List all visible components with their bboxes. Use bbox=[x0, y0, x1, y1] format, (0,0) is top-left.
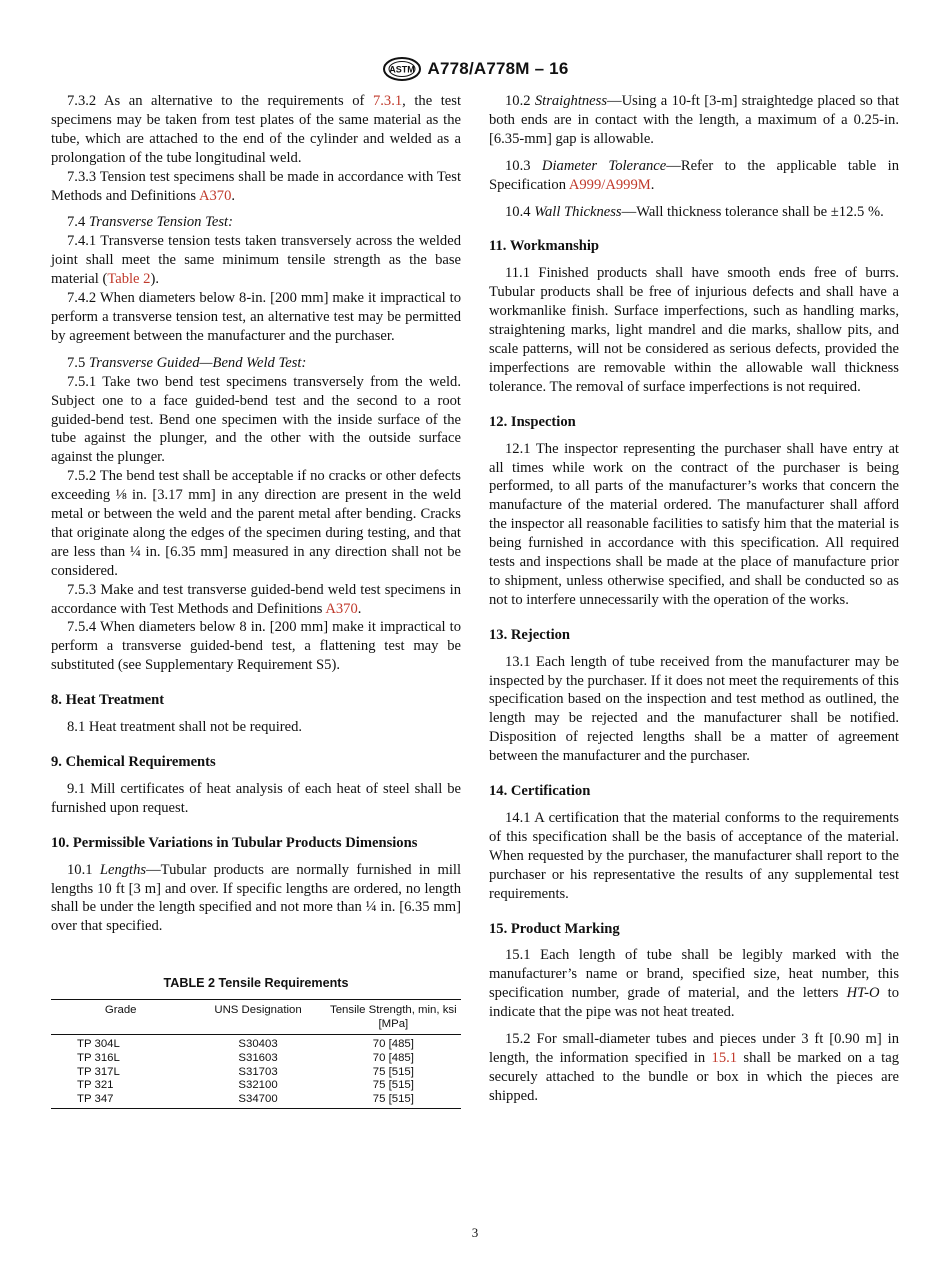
para-10-1: 10.1 Lengths—Tubular products are normally furnished in mill lengths 10 ft [3 m] and over. If specific lengths are ordered, no length shall be under the length specified and not more than ¼ in. [6.35 mm] over that specified. bbox=[51, 861, 461, 935]
para-8-1: 8.1 Heat treatment shall not be required. bbox=[67, 719, 303, 736]
cell-uns: S31603 bbox=[238, 1051, 278, 1064]
para-7-5-3: 7.5.3 Make and test transverse guided-bend weld test specimens in accordance with Test Methods and Definitions A370. bbox=[51, 581, 461, 617]
section-11-heading: 11. Workmanship bbox=[489, 238, 600, 255]
link-15-1[interactable]: 15.1 bbox=[711, 1049, 738, 1066]
para-7-3-3: 7.3.3 Tension test specimens shall be made in accordance with Test Methods and Definitions A370. bbox=[51, 168, 461, 204]
para-10-3: 10.3 Diameter Tolerance—Refer to the applicable table in Specification A999/A999M. bbox=[489, 157, 899, 193]
logo-text: ASTM bbox=[388, 64, 415, 75]
table-row bbox=[51, 1066, 461, 1080]
para-7-4-1: 7.4.1 Transverse tension tests taken transversely across the welded joint shall meet the same minimum tensile strength as the base material (Table 2). bbox=[51, 233, 461, 288]
para-7-4-2: 7.4.2 When diameters below 8-in. [200 mm] make it impractical to perform a transverse tension test, an alternative test may be permitted by agreement between the manufacturer and the purchaser. bbox=[51, 290, 461, 344]
para-7-3-2: 7.3.2 As an alternative to the requirements of 7.3.1, the test specimens may be taken from test plates of the same material as the tube, which are attached to the end of the cylinder and welded as a prolongation of the tube longitudinal weld. bbox=[51, 93, 461, 166]
table-title: TABLE 2 Tensile Requirements bbox=[163, 976, 349, 991]
cell-uns: S30403 bbox=[238, 1038, 278, 1051]
link-7-3-1[interactable]: 7.3.1 bbox=[372, 93, 403, 109]
cell-tensile: 70 [485] bbox=[372, 1038, 414, 1051]
section-13-heading: 13. Rejection bbox=[489, 626, 571, 643]
cell-grade: TP 316L bbox=[77, 1051, 120, 1064]
cell-grade: TP 304L bbox=[77, 1038, 120, 1051]
cell-grade: TP 317L bbox=[77, 1065, 120, 1078]
para-9-1: 9.1 Mill certificates of heat analysis of each heat of steel shall be furnished upon request. bbox=[51, 780, 461, 816]
para-7-4: 7.4 Transverse Tension Test: bbox=[67, 214, 233, 231]
astm-logo-icon bbox=[382, 56, 422, 82]
link-table-2[interactable]: Table 2 bbox=[107, 271, 151, 288]
section-8-heading: 8. Heat Treatment bbox=[51, 692, 165, 709]
page-number: 3 bbox=[471, 1225, 479, 1240]
cell-grade: TP 347 bbox=[51, 1093, 190, 1109]
link-a370[interactable]: A370 bbox=[198, 187, 232, 204]
table-row bbox=[51, 1052, 461, 1066]
cell-tensile: 75 [515] bbox=[326, 1093, 461, 1109]
cell-uns: S31703 bbox=[238, 1065, 278, 1078]
tensile-requirements-table bbox=[51, 999, 461, 1109]
link-a370-2[interactable]: A370 bbox=[325, 600, 358, 617]
para-10-4: 10.4 Wall Thickness—Wall thickness tolerance shall be ±12.5 %. bbox=[505, 203, 884, 220]
cell-tensile: 75 [515] bbox=[372, 1065, 414, 1078]
para-11-1: 11.1 Finished products shall have smooth ends free of burrs. Tubular products shall be free of injurious defects and shall have a workmanlike finish. Surface imperfections, such as handling marks, straightening marks, light mandrel and die marks, shallow pits, and scale patterns, will not be considered as serious defects, provided the imperfections are removable within the allowable wall thickness tolerance. The removal of surface imperfections is not required. bbox=[489, 265, 899, 395]
section-9-heading: 9. Chemical Requirements bbox=[51, 754, 216, 770]
page-header bbox=[0, 56, 950, 82]
section-15-heading: 15. Product Marking bbox=[489, 920, 620, 937]
section-12-heading: 12. Inspection bbox=[489, 413, 576, 430]
table-2 bbox=[51, 974, 461, 1109]
table-row bbox=[51, 1093, 461, 1109]
section-10-heading: 10. Permissible Variations in Tubular Products Dimensions bbox=[51, 834, 418, 851]
para-12-1: 12.1 The inspector representing the purchaser shall have entry at all times while work on the contract of the purchaser is being performed, to all parts of the manufacturer’s works that concern the manufacture of the material ordered. The manufacturer shall afford the inspector all reasonable facilities to satisfy him that the material is being furnished in accordance with this specification. All required tests and inspections shall be made at the place of manufacture prior to shipment, unless otherwise specified, and shall be conducted so as not to interfere unnecessarily with the operation of the works. bbox=[489, 440, 899, 608]
para-14-1: 14.1 A certification that the material conforms to the requirements of this specification shall be the basis of acceptance of the material. When requested by the purchaser, the manufacturer shall report to the purchaser or his representative the results of any supplemental test requirements. bbox=[489, 810, 899, 902]
para-15-2: 15.2 For small-diameter tubes and pieces under 3 ft [0.90 m] in length, the information specified in 15.1 shall be marked on a tag securely attached to the bundle or box in which the pieces are shipped. bbox=[489, 1031, 900, 1104]
link-a999[interactable]: A999/A999M bbox=[568, 176, 651, 193]
para-7-5-2: 7.5.2 The bend test shall be acceptable if no cracks or other defects exceeding ⅛ in. [3.17 mm] in any direction are present in the weld metal or between the weld and the parent metal after bending. Cracks that originate along the edges of the specimen during testing, and that are less than ¼ in. [6.35 mm] measured in any direction shall not be considered. bbox=[51, 468, 461, 579]
para-7-5-1: 7.5.1 Take two bend test specimens transversely from the weld. Subject one to a face guided-bend test and the second to a root guided-bend test. Bend one specimen with the inside surface of the tube against the plunger, and the other with the outside surface against the plunger. bbox=[51, 373, 461, 466]
cell-tensile: 75 [515] bbox=[372, 1079, 414, 1092]
cell-grade: TP 321 bbox=[77, 1079, 114, 1092]
table-row bbox=[51, 1079, 461, 1093]
para-15-1: 15.1 Each length of tube shall be legibly marked with the manufacturer’s name or brand, specified size, heat number, this specification number, grade of material, and the letters HT-O to indicate that the pipe was not heat treated. bbox=[489, 947, 900, 1021]
para-10-2: 10.2 Straightness—Using a 10-ft [3-m] straightedge placed so that both ends are in contact with the length, a maximum of a 0.25-in. [6.35-mm] gap is allowable. bbox=[489, 93, 900, 147]
para-13-1: 13.1 Each length of tube received from the manufacturer may be inspected by the purchaser. If it does not meet the requirements of this specification based on the inspection and test method as outlined, the length may be rejected and the manufacturer shall be notified. Disposition of rejected lengths shall be a matter of agreement between the manufacturer and the purchaser. bbox=[489, 653, 899, 765]
column-header-uns: UNS Designation bbox=[190, 1000, 325, 1035]
para-7-5-4: 7.5.4 When diameters below 8 in. [200 mm] make it impractical to perform a transverse guided-bend test, a flattening test may be substituted (see Supplementary Requirement S5). bbox=[51, 619, 461, 674]
cell-tensile: 70 [485] bbox=[372, 1051, 414, 1064]
left-column bbox=[51, 92, 461, 1109]
cell-uns: S32100 bbox=[238, 1079, 278, 1092]
column-header-grade: Grade bbox=[51, 1000, 190, 1035]
column-header-tensile: Tensile Strength, min, ksi [MPa] bbox=[326, 1000, 461, 1035]
section-14-heading: 14. Certification bbox=[489, 783, 591, 800]
cell-uns: S34700 bbox=[190, 1093, 325, 1109]
document-designation: A778/A778M – 16 bbox=[427, 59, 569, 78]
table-row bbox=[51, 1035, 461, 1052]
right-column bbox=[489, 92, 899, 1114]
para-7-5: 7.5 Transverse Guided—Bend Weld Test: bbox=[67, 354, 307, 371]
